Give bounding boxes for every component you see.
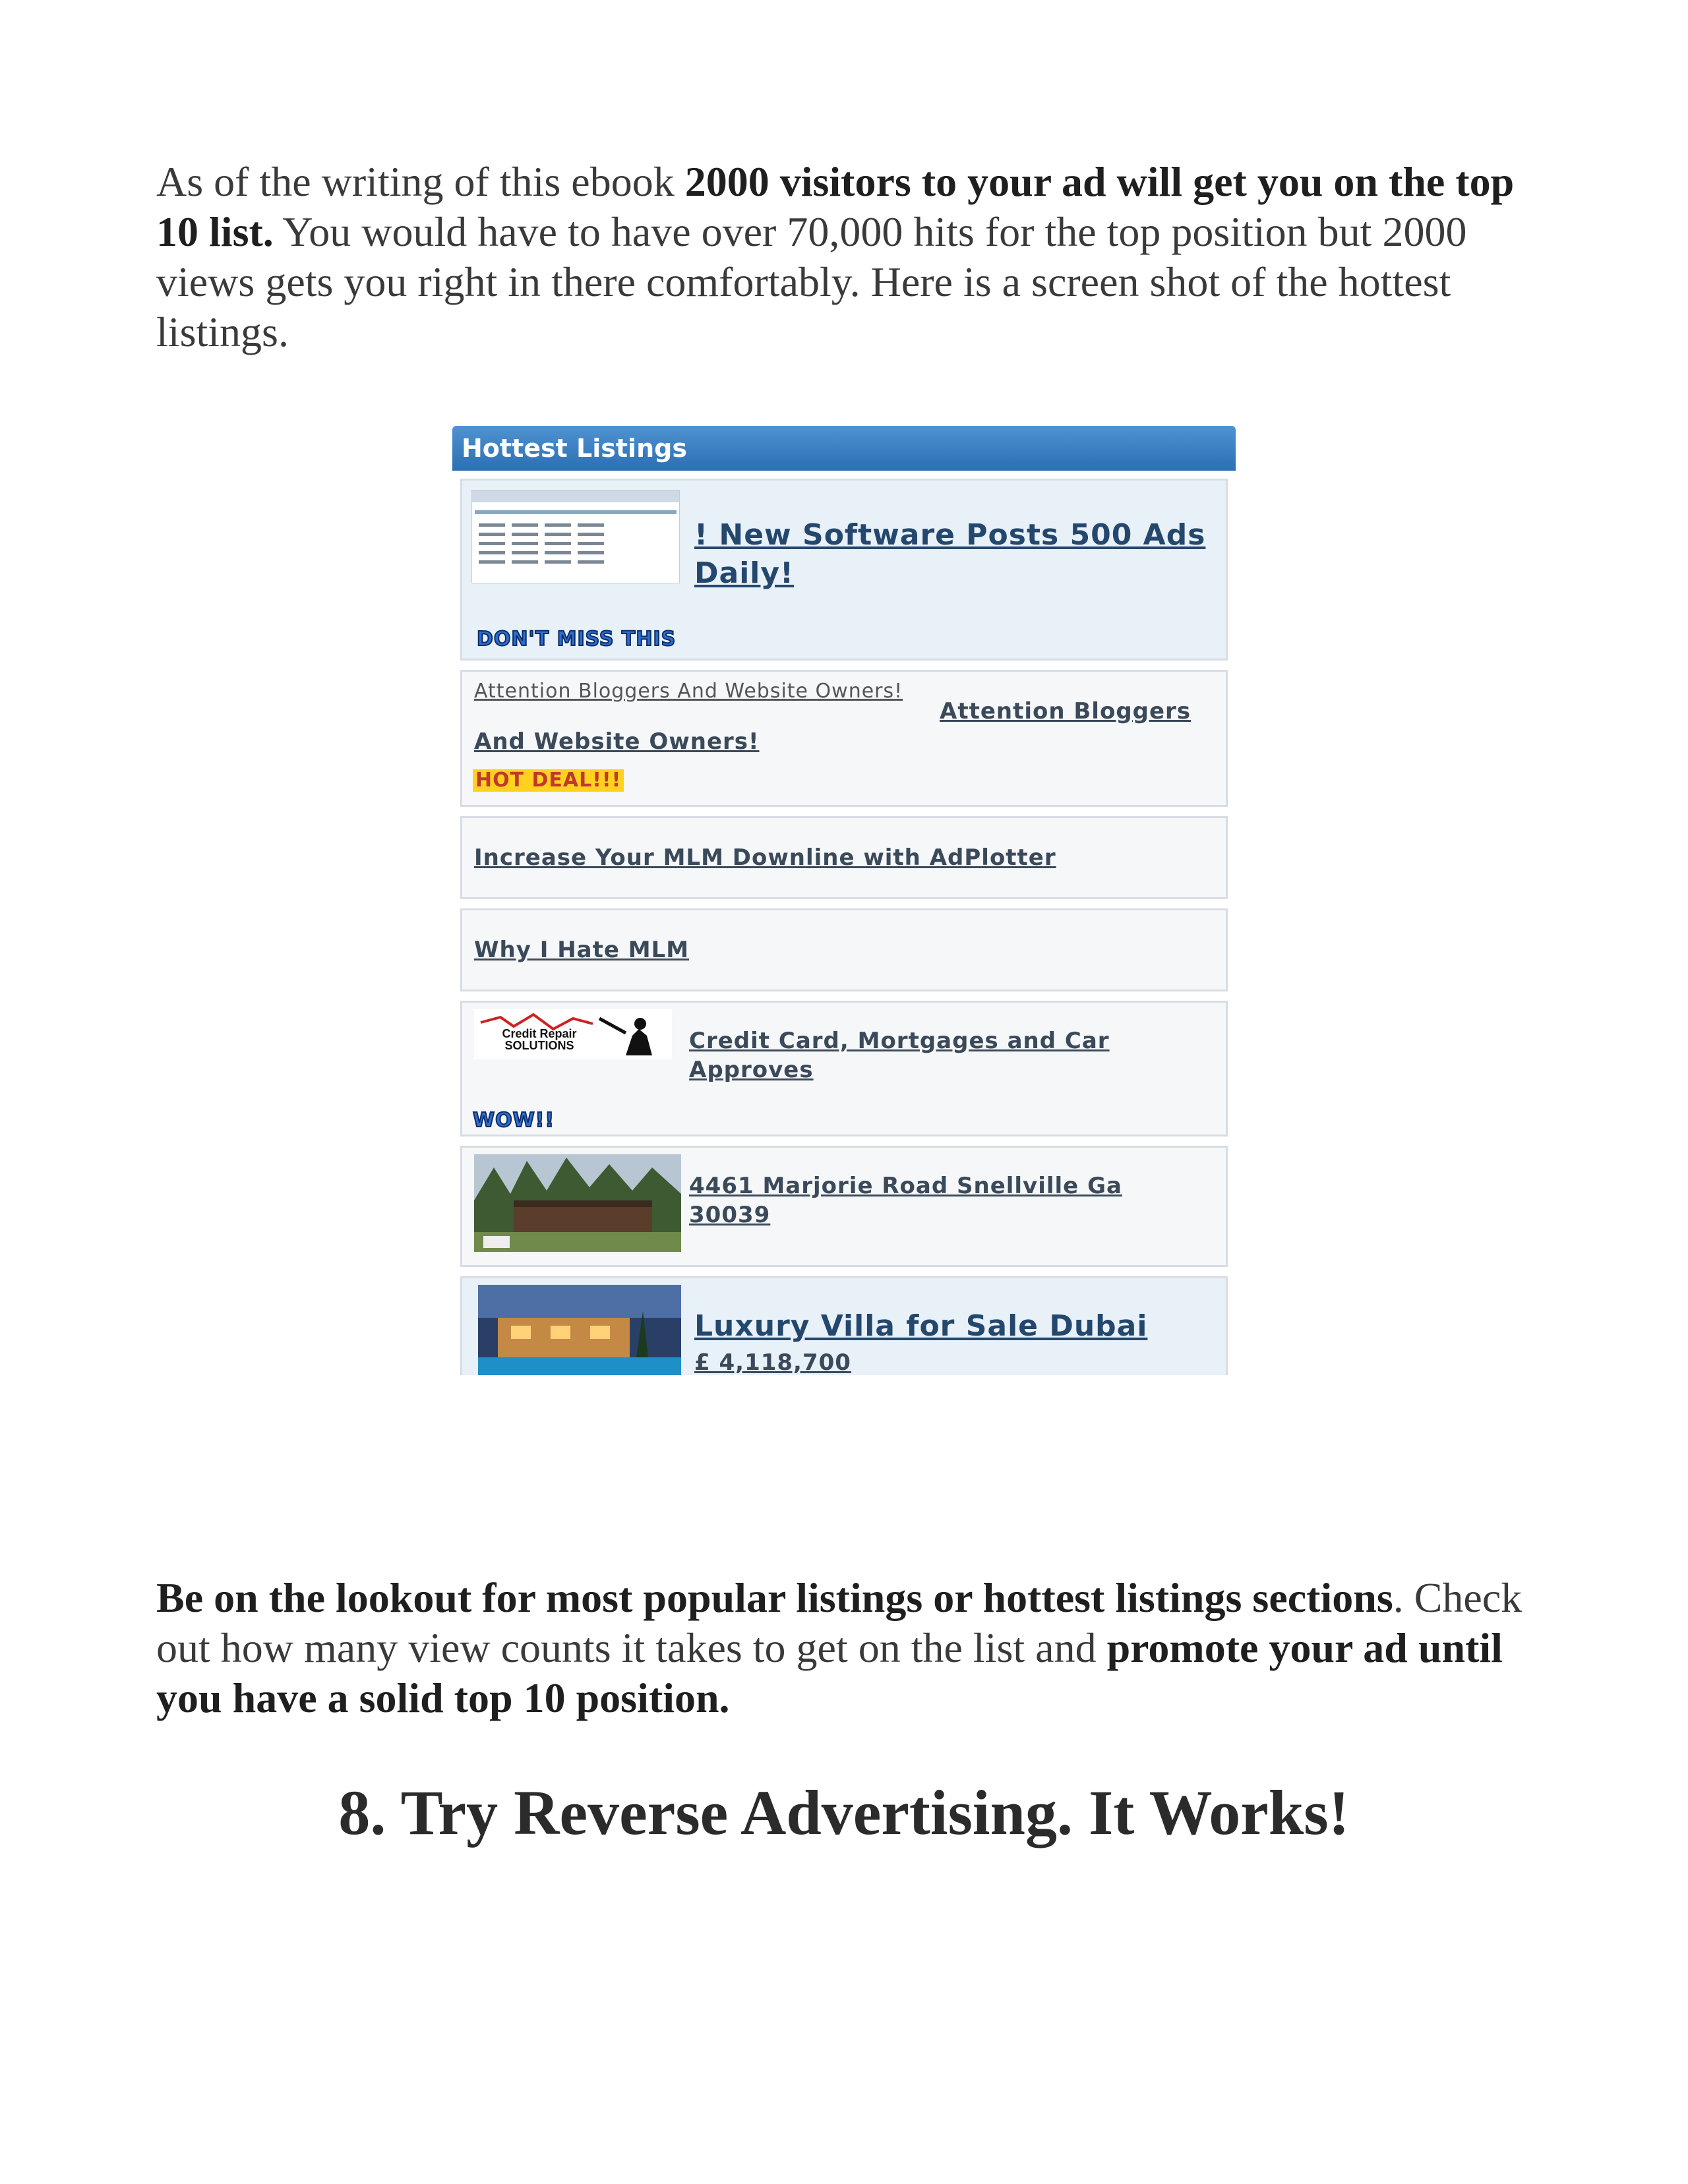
software-thumbnail bbox=[471, 490, 680, 583]
listing-card bbox=[460, 908, 1228, 991]
advice-text-1: . Check out how many view counts it takes to get on the list and bbox=[156, 1574, 1522, 1671]
advice-bold-2: promote your ad until you have a solid top 10 position. bbox=[156, 1624, 1503, 1721]
listing-link[interactable]: 4461 Marjorie Road Snellville Ga 30039 bbox=[689, 1173, 1122, 1228]
villa-photo-icon bbox=[478, 1285, 681, 1375]
villa-photo bbox=[478, 1285, 681, 1375]
listings-title: Hottest Listings bbox=[462, 434, 687, 463]
house-photo bbox=[474, 1154, 681, 1252]
listing-card bbox=[460, 479, 1228, 661]
listing-link[interactable]: Increase Your MLM Downline with AdPlotter bbox=[474, 844, 1056, 871]
hot-deal-badge: HOT DEAL!!! bbox=[473, 769, 624, 792]
section-heading: 8. Try Reverse Advertising. It Works! bbox=[338, 1777, 1350, 1848]
listings-header bbox=[452, 426, 1236, 471]
listing-link[interactable]: Luxury Villa for Sale Dubai bbox=[694, 1309, 1148, 1343]
listing-link[interactable]: Credit Card, Mortgages and Car Approves bbox=[689, 1028, 1110, 1083]
hottest-listings-screenshot bbox=[452, 426, 1236, 1375]
listing-card bbox=[460, 816, 1228, 899]
intro-bold-1: 2000 visitors to your ad will get you on the top 10 list. bbox=[156, 158, 1515, 255]
intro-text-1: As of the writing of this ebook bbox=[156, 158, 685, 205]
listing-card bbox=[460, 1001, 1228, 1136]
software-screenshot-icon bbox=[472, 490, 679, 583]
listing-link[interactable]: Why I Hate MLM bbox=[474, 937, 690, 963]
listing-link[interactable]: ! New Software Posts 500 Ads Daily! bbox=[694, 518, 1206, 590]
credit-repair-logo-text: Credit Repair SOLUTIONS bbox=[502, 1027, 577, 1052]
credit-repair-thumbnail bbox=[474, 1009, 672, 1059]
intro-text-2: You would have to have over 70,000 hits for the top position but 2000 views gets you right in there comfortably. Here is a screen shot of the hottest listings. bbox=[156, 208, 1467, 355]
listing-card bbox=[460, 670, 1228, 807]
advice-paragraph bbox=[156, 1573, 1548, 1723]
listing-price[interactable]: £ 4,118,700 bbox=[694, 1349, 851, 1375]
listing-link-cont[interactable]: And Website Owners! bbox=[474, 728, 760, 755]
intro-paragraph bbox=[156, 157, 1548, 357]
listing-link-thumb[interactable]: Attention Bloggers And Website Owners! bbox=[474, 680, 903, 703]
dont-miss-badge: DON'T MISS THIS bbox=[477, 628, 677, 651]
listing-card bbox=[460, 1276, 1228, 1375]
advice-bold-1: Be on the lookout for most popular listings or hottest listings sections bbox=[156, 1574, 1393, 1621]
listing-link[interactable]: Attention Bloggers bbox=[940, 698, 1191, 724]
house-photo-icon bbox=[474, 1154, 681, 1252]
wow-badge: WOW!! bbox=[473, 1109, 555, 1132]
listing-card bbox=[460, 1146, 1228, 1267]
